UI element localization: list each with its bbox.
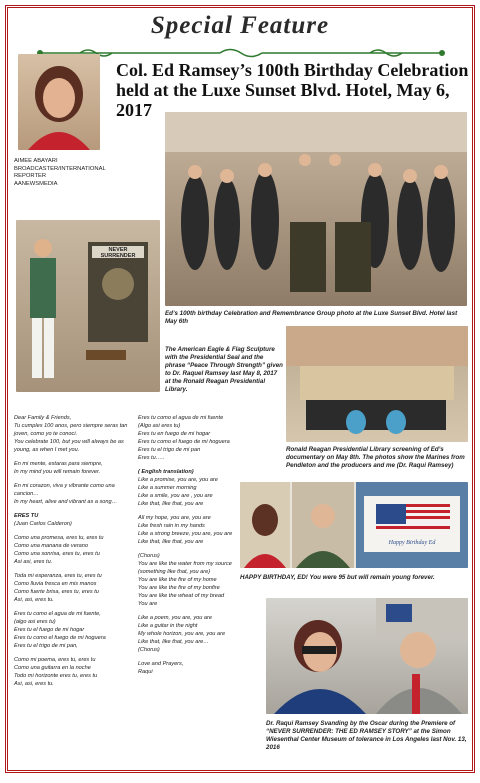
eagle-sculpture-photo bbox=[16, 220, 160, 392]
translation-title: ( English translation) bbox=[138, 469, 194, 475]
oscar-premiere-photo bbox=[266, 598, 468, 714]
birthday-photo bbox=[240, 482, 468, 568]
section-title: Special Feature bbox=[150, 12, 330, 39]
letter-column-1 bbox=[14, 414, 134, 694]
group-photo-caption: Ed’s 100th birthday Celebration and Remembrance Group photo at the Luxe Sunset Blvd. Hotel last May 6th bbox=[165, 310, 458, 325]
byline bbox=[14, 158, 124, 188]
poster-label: NEVER SURRENDER bbox=[100, 247, 136, 259]
byline-outlet: AANEWSMEDIA bbox=[14, 180, 58, 187]
letter-greeting: Dear Family & Friends, Tu cumples 100 anos, pero siempre seras tan joven, como yo te conoci. You celebrate 100, but you will always be as young, as when I met you. bbox=[14, 415, 128, 453]
song-verse-3: Eres tu como el agua de mi fuente, (algo asi eres tu) Eres tu el fuego de mi hogar Eres tu como el fuego de mi hoguera Eres tu el trigo de mi pan, bbox=[14, 611, 106, 649]
reagan-caption: Ronald Reagan Presidential Library screening of Ed’s documentary on May 8th. The photos show the Marines from Pendleton and the producers and me (Dr. Raqui Ramsey) bbox=[286, 446, 465, 469]
letter-closing: Love and Prayers, Raqui bbox=[138, 661, 184, 675]
oscar-caption: Dr. Raqui Ramsey Svanding by the Oscar during the Premiere of “NEVER SURRENDER: THE ED RAMSEY STORY” at the Simon Wiesenthal Center Museum of tolerance in Los Angeles last Nov. 13, 2016 bbox=[266, 720, 467, 751]
reagan-library-photo bbox=[286, 326, 468, 442]
headline: Col. Ed Ramsey’s 100th Birthday Celebration held at the Luxe Sunset Blvd. Hotel, May 6, 2017 bbox=[116, 60, 469, 120]
byline-role: BROADCASTER/INTERNATIONAL REPORTER bbox=[14, 165, 106, 179]
cake-text: Happy Birthday Ed bbox=[388, 540, 436, 546]
birthday-caption: HAPPY BIRTHDAY, ED! You were 95 but will remain young forever. bbox=[240, 574, 435, 581]
byline-name: AIMEE ABAYARI bbox=[14, 158, 58, 164]
feature-page bbox=[5, 5, 475, 773]
letter-column-2 bbox=[138, 414, 236, 682]
letter-paragraph-3: En mi corazon, viva y vibrante como una cancion… In my heart, alive and vibrant as a song… bbox=[14, 483, 118, 505]
reporter-portrait bbox=[18, 54, 100, 150]
translation-verse-4: Like a poem, you are, you are Like a guitar in the night My whole horizon, you are, you are Like that, like that, you are… (Chorus) bbox=[138, 615, 226, 653]
header bbox=[8, 12, 472, 40]
eagle-caption: The American Eagle & Flag Sculpture with the Presidential Seal and the phrase “Peace Through Strength” given to Dr. Raquel Ramsey last May 8, 2017 at the Ronald Reagan Presidential Library. bbox=[165, 346, 283, 393]
group-photo bbox=[165, 112, 467, 306]
song-author: (Juan Carlos Calderon) bbox=[14, 521, 72, 527]
song-chorus: Eres tu como el agua de mi fuente (Algo asi eres tu) Eres tu en fuego de mi hogar Eres tu como el fuego de mi hoguera Eres tu el trigo de mi pan Eres tu….. bbox=[138, 415, 230, 461]
song-title: ERES TU bbox=[14, 513, 39, 519]
letter-paragraph-2: En mi mente, estaras para siempre, In my mind you will remain forever. bbox=[14, 461, 103, 475]
translation-verse-3: (Chorus) You are like the water from my source (something like that, you are) You are like the fire of my home You are like the fire of my bonfire You are like the wheat of my bread You are bbox=[138, 553, 232, 607]
translation-verse-1: Like a promise, you are, you are Like a summer morning Like a smile, you are , you are Like that, like that, you are bbox=[138, 477, 218, 507]
translation-verse-2: All my hope, you are, you are Like fresh rain in my hands Like a strong breeze, you are, you are Like that, like that, you are bbox=[138, 515, 233, 545]
song-verse-4: Como mi poema, eres tu, eres tu Como una guitarra en la noche Todo mi horizonte eres tu, eres tu Asi, asi, eres tu. bbox=[14, 657, 98, 687]
song-verse-1: Como una promesa, eres tu, eres tu Como una manana de verano Como una sonrisa, eres tu, eres tu Asi asi, eres tu. bbox=[14, 535, 104, 565]
song-verse-2: Toda mi esperanza, eres tu, eres tu Como lluvia fresca en mis manos Como fuerte brisa, eres tu, eres tu Asi, asi, eres tu. bbox=[14, 573, 102, 603]
